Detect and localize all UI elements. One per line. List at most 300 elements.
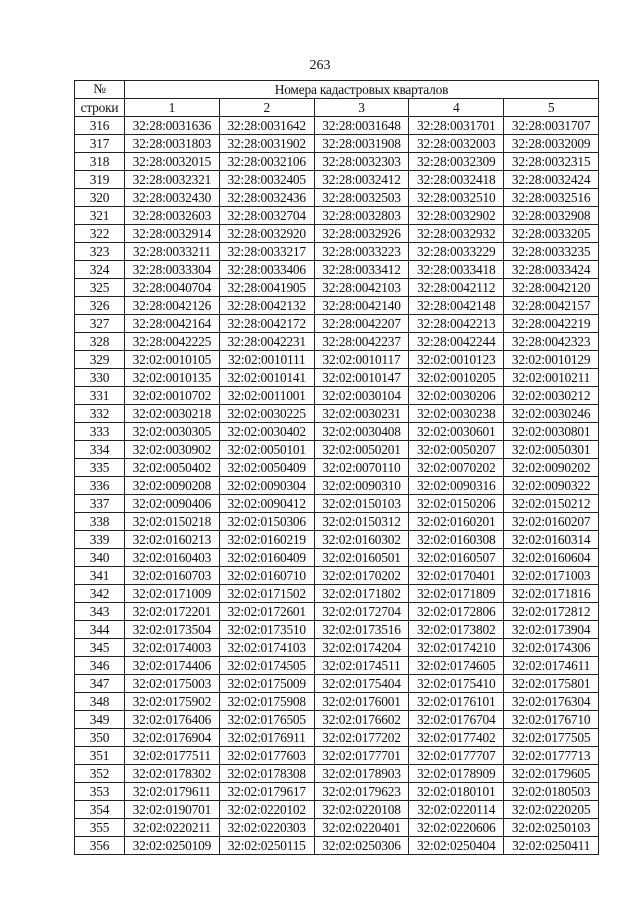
- cadastral-number-cell: 32:28:0032315: [504, 153, 599, 171]
- cadastral-number-cell: 32:28:0032704: [219, 207, 314, 225]
- cadastral-number-cell: 32:02:0090202: [504, 459, 599, 477]
- cadastral-number-cell: 32:28:0032106: [219, 153, 314, 171]
- cadastral-number-cell: 32:28:0042237: [314, 333, 409, 351]
- cadastral-number-cell: 32:28:0033418: [409, 261, 504, 279]
- cadastral-number-cell: 32:28:0032405: [219, 171, 314, 189]
- table-row: [75, 693, 599, 711]
- row-number-cell: 330: [75, 369, 125, 387]
- cadastral-number-cell: 32:02:0177402: [409, 729, 504, 747]
- cadastral-number-cell: 32:02:0150212: [504, 495, 599, 513]
- cadastral-number-cell: 32:28:0032503: [314, 189, 409, 207]
- table-row: [75, 729, 599, 747]
- row-number-cell: 343: [75, 603, 125, 621]
- table-row: [75, 531, 599, 549]
- table-row: [75, 675, 599, 693]
- cadastral-number-cell: 32:02:0160219: [219, 531, 314, 549]
- cadastral-number-cell: 32:28:0042126: [125, 297, 220, 315]
- cadastral-number-cell: 32:02:0050402: [125, 459, 220, 477]
- row-number-cell: 349: [75, 711, 125, 729]
- page-number: 263: [309, 58, 331, 73]
- cadastral-number-cell: 32:02:0250109: [125, 837, 220, 855]
- cadastral-number-cell: 32:28:0032309: [409, 153, 504, 171]
- cadastral-number-cell: 32:02:0175908: [219, 693, 314, 711]
- cadastral-number-cell: 32:28:0042172: [219, 315, 314, 333]
- table-row: [75, 423, 599, 441]
- cadastral-number-cell: 32:02:0175003: [125, 675, 220, 693]
- table-row: [75, 747, 599, 765]
- cadastral-number-cell: 32:02:0220211: [125, 819, 220, 837]
- table-row: [75, 117, 599, 135]
- cadastral-number-cell: 32:28:0042225: [125, 333, 220, 351]
- cadastral-number-cell: 32:02:0150218: [125, 513, 220, 531]
- row-number-cell: 325: [75, 279, 125, 297]
- cadastral-number-cell: 32:02:0150206: [409, 495, 504, 513]
- cadastral-number-cell: 32:02:0250115: [219, 837, 314, 855]
- cadastral-number-cell: 32:02:0050101: [219, 441, 314, 459]
- cadastral-number-cell: 32:02:0172201: [125, 603, 220, 621]
- row-number-cell: 316: [75, 117, 125, 135]
- cadastral-number-cell: 32:02:0160604: [504, 549, 599, 567]
- cadastral-number-cell: 32:28:0041905: [219, 279, 314, 297]
- cadastral-number-cell: 32:02:0178909: [409, 765, 504, 783]
- cadastral-number-cell: 32:28:0031707: [504, 117, 599, 135]
- cadastral-number-cell: 32:02:0030305: [125, 423, 220, 441]
- cadastral-number-cell: 32:02:0030104: [314, 387, 409, 405]
- cadastral-number-cell: 32:02:0050207: [409, 441, 504, 459]
- cadastral-number-cell: 32:02:0175410: [409, 675, 504, 693]
- cadastral-number-cell: 32:02:0030218: [125, 405, 220, 423]
- cadastral-number-cell: 32:02:0160403: [125, 549, 220, 567]
- table-row: [75, 585, 599, 603]
- table-row: [75, 225, 599, 243]
- cadastral-number-cell: 32:28:0033217: [219, 243, 314, 261]
- table-row: [75, 135, 599, 153]
- table-row: [75, 315, 599, 333]
- cadastral-number-cell: 32:28:0031701: [409, 117, 504, 135]
- cadastral-number-cell: 32:02:0177511: [125, 747, 220, 765]
- table-row: [75, 657, 599, 675]
- cadastral-number-cell: 32:28:0042140: [314, 297, 409, 315]
- cadastral-number-cell: 32:02:0160710: [219, 567, 314, 585]
- cadastral-number-cell: 32:28:0032430: [125, 189, 220, 207]
- row-number-cell: 321: [75, 207, 125, 225]
- cadastral-number-cell: 32:28:0042120: [504, 279, 599, 297]
- cadastral-number-cell: 32:02:0177707: [409, 747, 504, 765]
- cadastral-number-cell: 32:02:0172704: [314, 603, 409, 621]
- table-row: [75, 171, 599, 189]
- table-row: [75, 549, 599, 567]
- cadastral-number-cell: 32:02:0179617: [219, 783, 314, 801]
- cadastral-number-cell: 32:28:0032932: [409, 225, 504, 243]
- cadastral-number-cell: 32:28:0042112: [409, 279, 504, 297]
- row-number-cell: 352: [75, 765, 125, 783]
- cadastral-number-cell: 32:02:0160201: [409, 513, 504, 531]
- cadastral-number-cell: 32:02:0174003: [125, 639, 220, 657]
- row-number-cell: 326: [75, 297, 125, 315]
- cadastral-number-cell: 32:02:0220205: [504, 801, 599, 819]
- row-number-cell: 336: [75, 477, 125, 495]
- table-row: [75, 567, 599, 585]
- row-number-cell: 337: [75, 495, 125, 513]
- cadastral-number-cell: 32:28:0032926: [314, 225, 409, 243]
- cadastral-number-cell: 32:02:0171502: [219, 585, 314, 603]
- cadastral-number-cell: 32:02:0220108: [314, 801, 409, 819]
- cadastral-number-cell: 32:28:0031908: [314, 135, 409, 153]
- cadastral-number-cell: 32:02:0030231: [314, 405, 409, 423]
- row-number-cell: 331: [75, 387, 125, 405]
- table-row: [75, 621, 599, 639]
- cadastral-number-cell: 32:28:0032424: [504, 171, 599, 189]
- table-row: [75, 405, 599, 423]
- cadastral-number-cell: 32:02:0090412: [219, 495, 314, 513]
- cadastral-number-cell: 32:02:0178308: [219, 765, 314, 783]
- cadastral-number-cell: 32:28:0042231: [219, 333, 314, 351]
- row-number-cell: 342: [75, 585, 125, 603]
- row-number-cell: 344: [75, 621, 125, 639]
- cadastral-number-cell: 32:02:0176602: [314, 711, 409, 729]
- cadastral-number-cell: 32:02:0171816: [504, 585, 599, 603]
- cadastral-number-cell: 32:28:0042148: [409, 297, 504, 315]
- row-number-cell: 348: [75, 693, 125, 711]
- row-number-cell: 340: [75, 549, 125, 567]
- cadastral-number-cell: 32:02:0170401: [409, 567, 504, 585]
- column-number-header: 3: [314, 99, 409, 117]
- cadastral-number-cell: 32:02:0010702: [125, 387, 220, 405]
- cadastral-number-cell: 32:02:0179605: [504, 765, 599, 783]
- column-number-header: 5: [504, 99, 599, 117]
- cadastral-number-cell: 32:02:0171809: [409, 585, 504, 603]
- table-row: [75, 333, 599, 351]
- cadastral-number-cell: 32:28:0032303: [314, 153, 409, 171]
- table-row: [75, 765, 599, 783]
- cadastral-number-cell: 32:02:0090304: [219, 477, 314, 495]
- table-header-row-bottom: [75, 99, 599, 117]
- cadastral-number-cell: 32:02:0050201: [314, 441, 409, 459]
- cadastral-number-cell: 32:02:0250103: [504, 819, 599, 837]
- cadastral-number-cell: 32:28:0031902: [219, 135, 314, 153]
- cadastral-number-cell: 32:02:0010123: [409, 351, 504, 369]
- table-row: [75, 837, 599, 855]
- row-number-cell: 328: [75, 333, 125, 351]
- cadastral-number-cell: 32:02:0010135: [125, 369, 220, 387]
- cadastral-number-cell: 32:28:0032412: [314, 171, 409, 189]
- cadastral-number-cell: 32:02:0250411: [504, 837, 599, 855]
- cadastral-number-cell: 32:02:0010147: [314, 369, 409, 387]
- cadastral-number-cell: 32:02:0179611: [125, 783, 220, 801]
- cadastral-number-cell: 32:02:0180503: [504, 783, 599, 801]
- table-row: [75, 261, 599, 279]
- column-number-header: 4: [409, 99, 504, 117]
- cadastral-number-cell: 32:02:0172806: [409, 603, 504, 621]
- row-number-cell: 346: [75, 657, 125, 675]
- cadastral-number-cell: 32:02:0160409: [219, 549, 314, 567]
- cadastral-number-cell: 32:02:0190701: [125, 801, 220, 819]
- cadastral-number-cell: 32:02:0175009: [219, 675, 314, 693]
- cadastral-number-cell: 32:02:0172601: [219, 603, 314, 621]
- cadastral-number-cell: 32:28:0042207: [314, 315, 409, 333]
- cadastral-number-cell: 32:02:0030801: [504, 423, 599, 441]
- cadastral-number-cell: 32:02:0178903: [314, 765, 409, 783]
- cadastral-number-cell: 32:28:0032321: [125, 171, 220, 189]
- table-row: [75, 207, 599, 225]
- cadastral-numbers-group-header: Номера кадастровых кварталов: [125, 81, 599, 99]
- cadastral-number-cell: 32:02:0179623: [314, 783, 409, 801]
- row-number-cell: 339: [75, 531, 125, 549]
- cadastral-number-cell: 32:02:0220102: [219, 801, 314, 819]
- cadastral-number-cell: 32:02:0176304: [504, 693, 599, 711]
- cadastral-number-cell: 32:02:0030402: [219, 423, 314, 441]
- cadastral-number-cell: 32:02:0178302: [125, 765, 220, 783]
- table-row: [75, 369, 599, 387]
- cadastral-number-cell: 32:02:0010105: [125, 351, 220, 369]
- table-row: [75, 711, 599, 729]
- cadastral-number-cell: 32:02:0177713: [504, 747, 599, 765]
- cadastral-number-cell: 32:28:0033229: [409, 243, 504, 261]
- cadastral-number-cell: 32:02:0220114: [409, 801, 504, 819]
- cadastral-number-cell: 32:02:0173904: [504, 621, 599, 639]
- cadastral-number-cell: 32:02:0150306: [219, 513, 314, 531]
- cadastral-number-cell: 32:02:0070110: [314, 459, 409, 477]
- cadastral-number-cell: 32:02:0010117: [314, 351, 409, 369]
- cadastral-number-cell: 32:02:0176911: [219, 729, 314, 747]
- cadastral-number-cell: 32:28:0042132: [219, 297, 314, 315]
- row-number-header-symbol: №: [75, 81, 125, 99]
- row-number-cell: 327: [75, 315, 125, 333]
- row-number-cell: 332: [75, 405, 125, 423]
- cadastral-number-cell: 32:02:0176704: [409, 711, 504, 729]
- cadastral-number-cell: 32:02:0175801: [504, 675, 599, 693]
- row-number-cell: 333: [75, 423, 125, 441]
- cadastral-number-cell: 32:02:0175902: [125, 693, 220, 711]
- cadastral-number-cell: 32:02:0160501: [314, 549, 409, 567]
- cadastral-number-cell: 32:02:0150312: [314, 513, 409, 531]
- cadastral-number-cell: 32:02:0174210: [409, 639, 504, 657]
- cadastral-number-cell: 32:28:0042164: [125, 315, 220, 333]
- cadastral-number-cell: 32:28:0033304: [125, 261, 220, 279]
- row-number-cell: 338: [75, 513, 125, 531]
- row-number-cell: 329: [75, 351, 125, 369]
- cadastral-number-cell: 32:28:0031642: [219, 117, 314, 135]
- table-row: [75, 387, 599, 405]
- cadastral-number-cell: 32:02:0090406: [125, 495, 220, 513]
- row-number-cell: 353: [75, 783, 125, 801]
- table-header-row-top: [75, 81, 599, 99]
- cadastral-number-cell: 32:28:0042103: [314, 279, 409, 297]
- cadastral-number-cell: 32:02:0010141: [219, 369, 314, 387]
- cadastral-number-cell: 32:02:0174505: [219, 657, 314, 675]
- row-number-cell: 335: [75, 459, 125, 477]
- column-number-header: 1: [125, 99, 220, 117]
- cadastral-number-cell: 32:02:0250404: [409, 837, 504, 855]
- cadastral-number-cell: 32:02:0150103: [314, 495, 409, 513]
- cadastral-number-cell: 32:28:0032003: [409, 135, 504, 153]
- row-number-header-label: строки: [75, 99, 125, 117]
- cadastral-quarters-table: [74, 80, 599, 855]
- table-row: [75, 279, 599, 297]
- cadastral-number-cell: 32:02:0011001: [219, 387, 314, 405]
- cadastral-number-cell: 32:02:0171009: [125, 585, 220, 603]
- cadastral-number-cell: 32:02:0160314: [504, 531, 599, 549]
- cadastral-number-cell: 32:02:0030225: [219, 405, 314, 423]
- cadastral-number-cell: 32:02:0175404: [314, 675, 409, 693]
- cadastral-number-cell: 32:02:0170202: [314, 567, 409, 585]
- cadastral-number-cell: 32:02:0177202: [314, 729, 409, 747]
- cadastral-number-cell: 32:28:0042213: [409, 315, 504, 333]
- row-number-cell: 341: [75, 567, 125, 585]
- cadastral-number-cell: 32:02:0171003: [504, 567, 599, 585]
- cadastral-number-cell: 32:02:0010211: [504, 369, 599, 387]
- table-row: [75, 819, 599, 837]
- cadastral-number-cell: 32:02:0030212: [504, 387, 599, 405]
- table-row: [75, 495, 599, 513]
- cadastral-number-cell: 32:28:0042323: [504, 333, 599, 351]
- row-number-cell: 323: [75, 243, 125, 261]
- row-number-cell: 320: [75, 189, 125, 207]
- cadastral-number-cell: 32:02:0050409: [219, 459, 314, 477]
- cadastral-number-cell: 32:02:0174204: [314, 639, 409, 657]
- cadastral-number-cell: 32:02:0173802: [409, 621, 504, 639]
- cadastral-number-cell: 32:02:0176406: [125, 711, 220, 729]
- cadastral-number-cell: 32:28:0032418: [409, 171, 504, 189]
- cadastral-number-cell: 32:02:0220303: [219, 819, 314, 837]
- cadastral-number-cell: 32:28:0032510: [409, 189, 504, 207]
- cadastral-number-cell: 32:02:0050301: [504, 441, 599, 459]
- cadastral-number-cell: 32:02:0030206: [409, 387, 504, 405]
- cadastral-number-cell: 32:02:0172812: [504, 603, 599, 621]
- cadastral-number-cell: 32:28:0033205: [504, 225, 599, 243]
- row-number-cell: 347: [75, 675, 125, 693]
- cadastral-number-cell: 32:02:0090310: [314, 477, 409, 495]
- cadastral-number-cell: 32:02:0180101: [409, 783, 504, 801]
- cadastral-number-cell: 32:28:0031636: [125, 117, 220, 135]
- table-row: [75, 459, 599, 477]
- column-number-header: 2: [219, 99, 314, 117]
- row-number-cell: 324: [75, 261, 125, 279]
- cadastral-number-cell: 32:02:0174103: [219, 639, 314, 657]
- row-number-cell: 355: [75, 819, 125, 837]
- table-row: [75, 477, 599, 495]
- cadastral-number-cell: 32:02:0160507: [409, 549, 504, 567]
- row-number-cell: 334: [75, 441, 125, 459]
- cadastral-number-cell: 32:02:0090322: [504, 477, 599, 495]
- table-row: [75, 639, 599, 657]
- row-number-cell: 350: [75, 729, 125, 747]
- cadastral-number-cell: 32:28:0032015: [125, 153, 220, 171]
- table-row: [75, 243, 599, 261]
- cadastral-number-cell: 32:02:0160213: [125, 531, 220, 549]
- row-number-cell: 345: [75, 639, 125, 657]
- table-row: [75, 783, 599, 801]
- cadastral-number-cell: 32:28:0032803: [314, 207, 409, 225]
- cadastral-number-cell: 32:28:0033406: [219, 261, 314, 279]
- cadastral-number-cell: 32:02:0174611: [504, 657, 599, 675]
- cadastral-number-cell: 32:02:0176101: [409, 693, 504, 711]
- row-number-cell: 351: [75, 747, 125, 765]
- cadastral-number-cell: 32:28:0033235: [504, 243, 599, 261]
- cadastral-number-cell: 32:28:0040704: [125, 279, 220, 297]
- cadastral-number-cell: 32:28:0031803: [125, 135, 220, 153]
- row-number-cell: 319: [75, 171, 125, 189]
- cadastral-number-cell: 32:28:0033412: [314, 261, 409, 279]
- cadastral-number-cell: 32:02:0173510: [219, 621, 314, 639]
- cadastral-number-cell: 32:02:0160302: [314, 531, 409, 549]
- table-row: [75, 603, 599, 621]
- cadastral-number-cell: 32:28:0042157: [504, 297, 599, 315]
- cadastral-number-cell: 32:02:0090208: [125, 477, 220, 495]
- cadastral-number-cell: 32:02:0177701: [314, 747, 409, 765]
- row-number-cell: 354: [75, 801, 125, 819]
- table-row: [75, 513, 599, 531]
- cadastral-number-cell: 32:02:0030601: [409, 423, 504, 441]
- cadastral-number-cell: 32:02:0030238: [409, 405, 504, 423]
- cadastral-number-cell: 32:28:0032516: [504, 189, 599, 207]
- cadastral-number-cell: 32:28:0032902: [409, 207, 504, 225]
- cadastral-number-cell: 32:02:0177505: [504, 729, 599, 747]
- cadastral-number-cell: 32:02:0173516: [314, 621, 409, 639]
- cadastral-number-cell: 32:02:0030408: [314, 423, 409, 441]
- cadastral-number-cell: 32:28:0032908: [504, 207, 599, 225]
- table-row: [75, 153, 599, 171]
- cadastral-number-cell: 32:02:0176904: [125, 729, 220, 747]
- cadastral-number-cell: 32:02:0220401: [314, 819, 409, 837]
- cadastral-number-cell: 32:02:0010111: [219, 351, 314, 369]
- cadastral-number-cell: 32:28:0032914: [125, 225, 220, 243]
- row-number-cell: 317: [75, 135, 125, 153]
- cadastral-number-cell: 32:02:0174306: [504, 639, 599, 657]
- table-row: [75, 351, 599, 369]
- cadastral-number-cell: 32:28:0032603: [125, 207, 220, 225]
- cadastral-number-cell: 32:02:0090316: [409, 477, 504, 495]
- cadastral-number-cell: 32:02:0171802: [314, 585, 409, 603]
- cadastral-number-cell: 32:02:0160308: [409, 531, 504, 549]
- cadastral-number-cell: 32:28:0032436: [219, 189, 314, 207]
- cadastral-number-cell: 32:02:0173504: [125, 621, 220, 639]
- cadastral-number-cell: 32:02:0010205: [409, 369, 504, 387]
- cadastral-number-cell: 32:02:0176710: [504, 711, 599, 729]
- table-row: [75, 801, 599, 819]
- cadastral-number-cell: 32:02:0174406: [125, 657, 220, 675]
- table-row: [75, 297, 599, 315]
- cadastral-number-cell: 32:28:0033424: [504, 261, 599, 279]
- table-row: [75, 441, 599, 459]
- cadastral-number-cell: 32:02:0250306: [314, 837, 409, 855]
- row-number-cell: 356: [75, 837, 125, 855]
- cadastral-number-cell: 32:28:0042219: [504, 315, 599, 333]
- cadastral-number-cell: 32:02:0070202: [409, 459, 504, 477]
- cadastral-number-cell: 32:02:0177603: [219, 747, 314, 765]
- cadastral-number-cell: 32:28:0033223: [314, 243, 409, 261]
- table-body: [75, 117, 599, 855]
- cadastral-number-cell: 32:28:0032920: [219, 225, 314, 243]
- cadastral-number-cell: 32:28:0042244: [409, 333, 504, 351]
- cadastral-number-cell: 32:02:0174605: [409, 657, 504, 675]
- cadastral-number-cell: 32:02:0174511: [314, 657, 409, 675]
- cadastral-number-cell: 32:02:0010129: [504, 351, 599, 369]
- row-number-cell: 322: [75, 225, 125, 243]
- cadastral-number-cell: 32:02:0220606: [409, 819, 504, 837]
- cadastral-number-cell: 32:02:0160207: [504, 513, 599, 531]
- cadastral-number-cell: 32:28:0033211: [125, 243, 220, 261]
- cadastral-number-cell: 32:02:0030246: [504, 405, 599, 423]
- cadastral-number-cell: 32:02:0160703: [125, 567, 220, 585]
- cadastral-number-cell: 32:02:0176505: [219, 711, 314, 729]
- table-row: [75, 189, 599, 207]
- cadastral-number-cell: 32:02:0030902: [125, 441, 220, 459]
- cadastral-number-cell: 32:28:0031648: [314, 117, 409, 135]
- cadastral-number-cell: 32:02:0176001: [314, 693, 409, 711]
- cadastral-number-cell: 32:28:0032009: [504, 135, 599, 153]
- row-number-cell: 318: [75, 153, 125, 171]
